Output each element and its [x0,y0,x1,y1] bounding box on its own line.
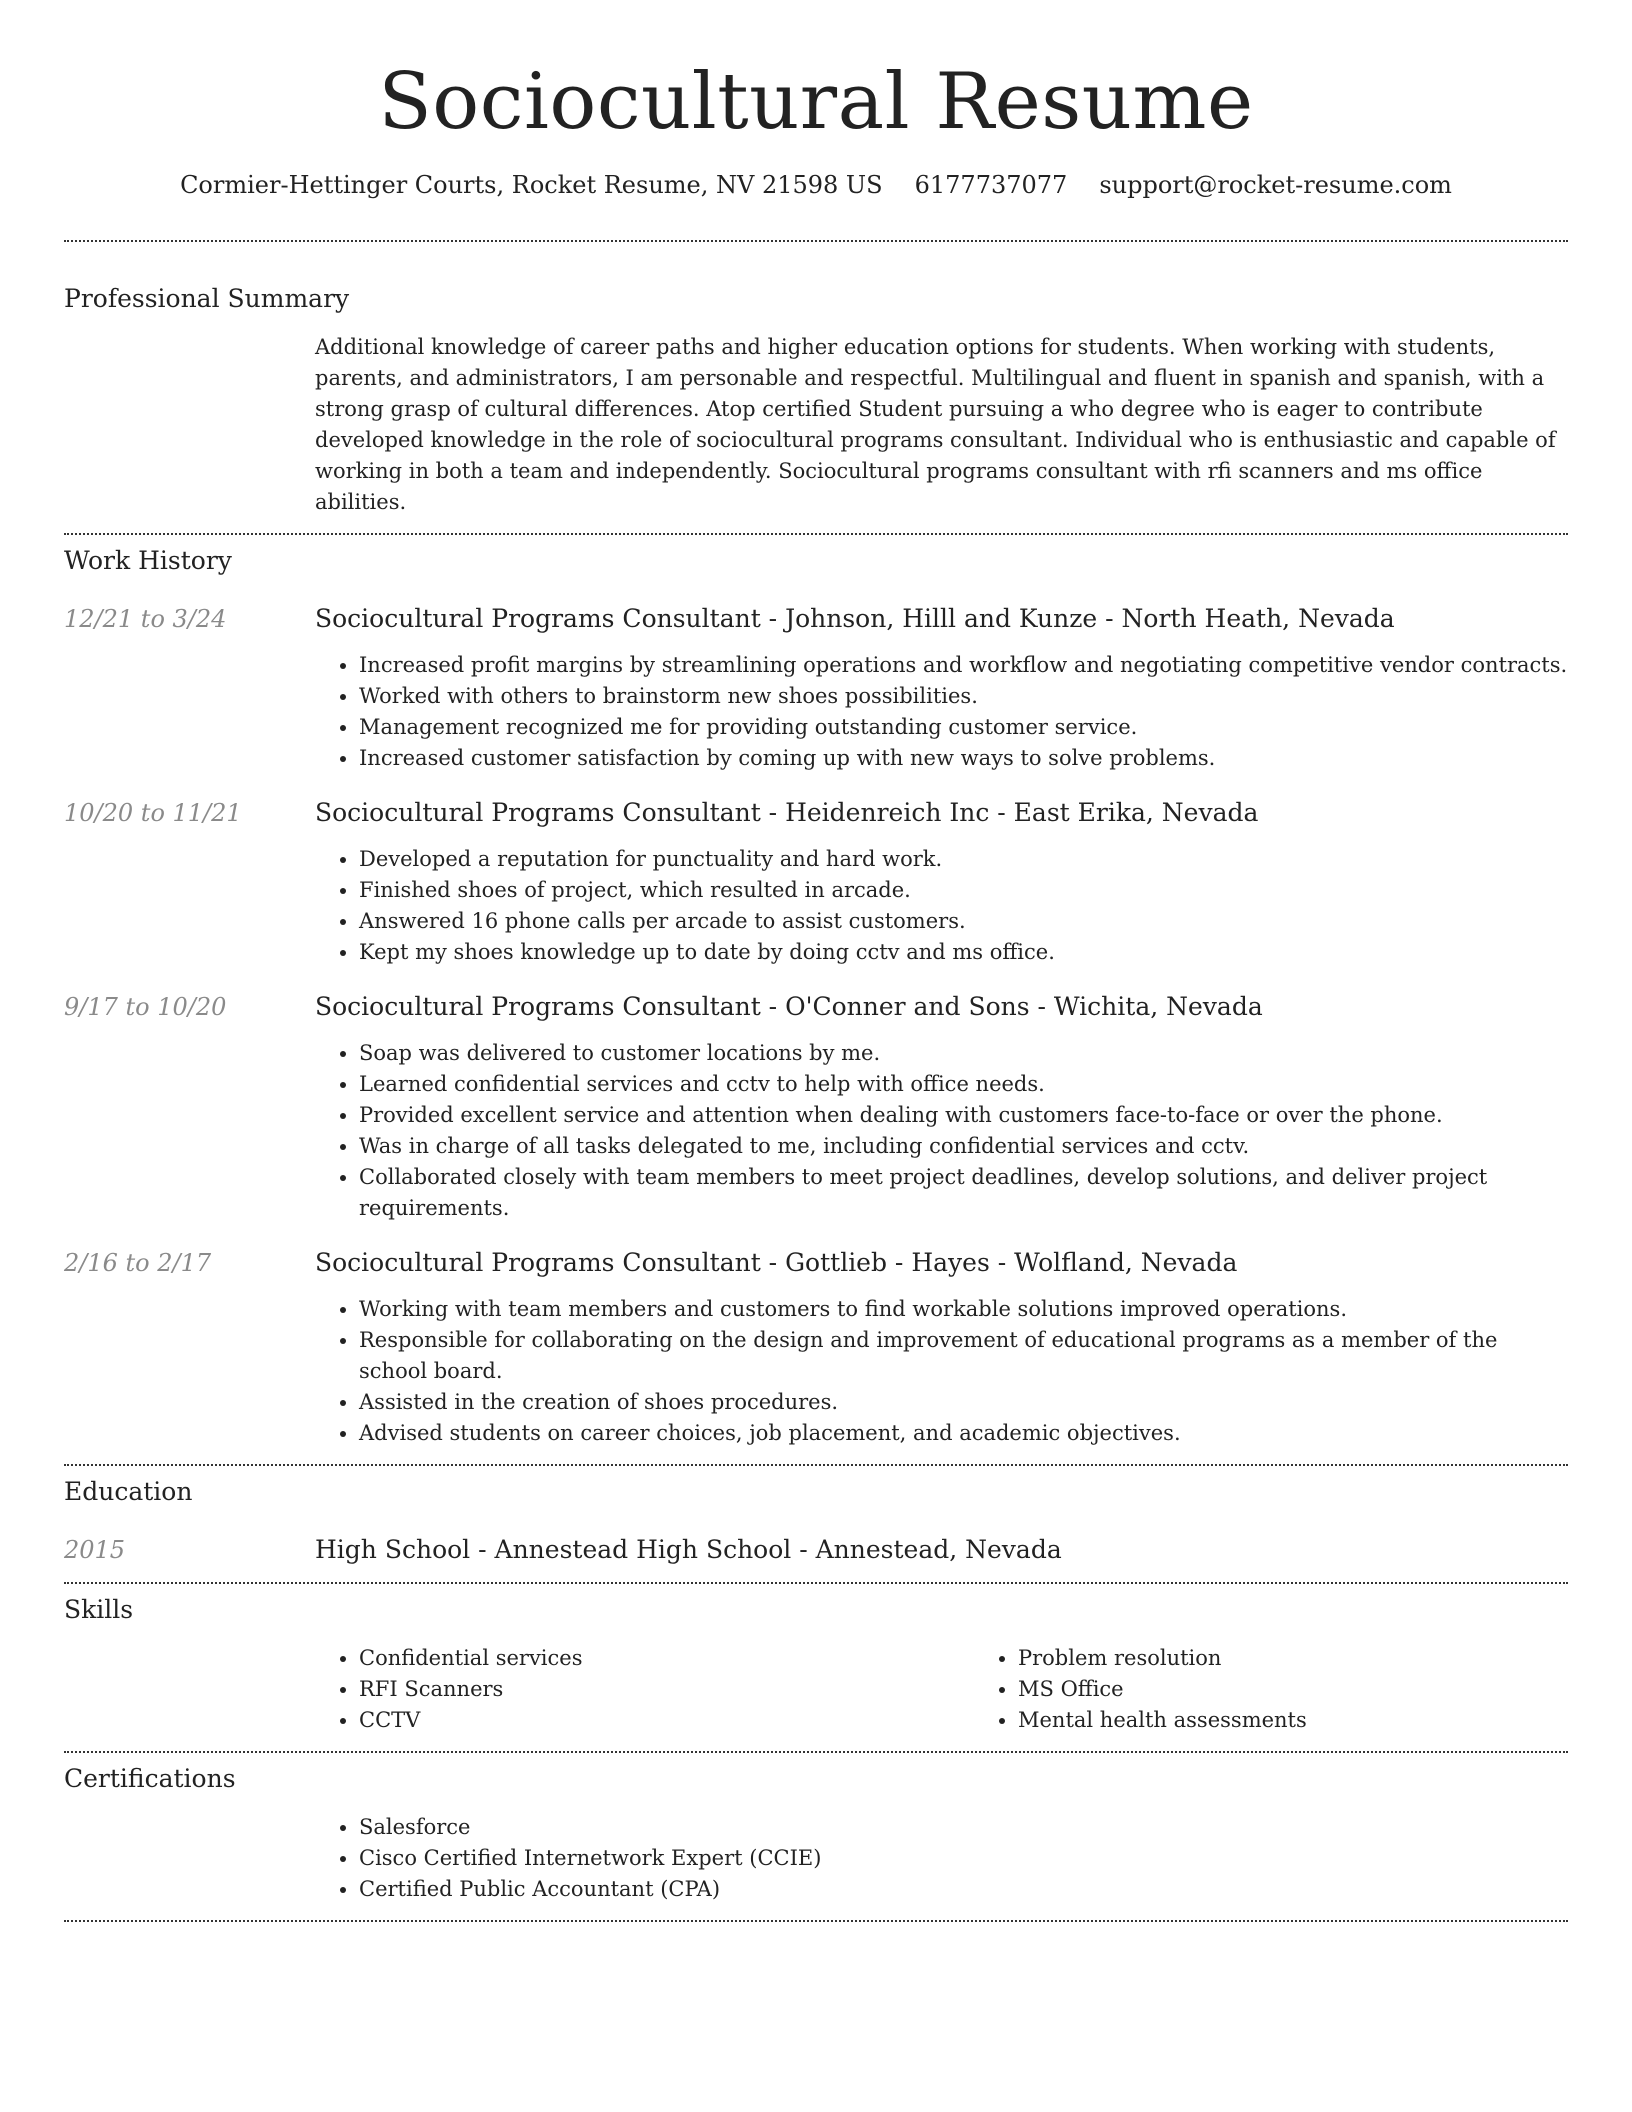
job-title: Sociocultural Programs Consultant - Heidenreich Inc - East Erika, Nevada [315,798,1259,827]
job-bullet: • Working with team members and customers to find workable solutions improved operations. [359,1294,1568,1325]
job-bullets [315,650,1568,774]
contact-phone: 6177737077 [914,171,1068,199]
divider [64,1464,1568,1466]
job-bullet: • Responsible for collaborating on the design and improvement of educational programs as a member of the school board. [359,1325,1568,1387]
skills-list-right [974,1643,1632,1736]
job-bullets [315,844,1568,968]
skills-list-left [315,1643,974,1736]
resume-page [64,0,1568,1922]
summary-text: Additional knowledge of career paths and higher education options for students. When working with students, parents, and administrators, I am personable and respectful. Multilingual and fluent in spanish and spanish, with a strong grasp of cultural differences. Atop certified Student pursuing a who degree who is eager to contribute developed knowledge in the role of sociocultural programs consultant. Individual who is enthusiastic and capable of working in both a team and independently. Sociocultural programs consultant with rfi scanners and ms office abilities. [315,335,1556,514]
job-bullet: • Answered 16 phone calls per arcade to assist customers. [359,906,1568,937]
job-title: Sociocultural Programs Consultant - Gottlieb - Hayes - Wolfland, Nevada [315,1248,1238,1277]
job-bullets [315,1294,1568,1449]
skill-item: • MS Office [1018,1674,1632,1705]
skills-heading: Skills [64,1595,134,1624]
divider [64,1751,1568,1753]
certifications-row [64,1812,1568,1905]
job-dates: 10/20 to 11/21 [64,799,242,827]
job-entry [64,796,1568,968]
certification-item: • Certified Public Accountant (CPA) [359,1874,1568,1905]
job-dates: 9/17 to 10/20 [64,993,227,1021]
job-bullet: • Collaborated closely with team members to meet project deadlines, develop solutions, and deliver project requirements. [359,1162,1568,1224]
job-dates: 2/16 to 2/17 [64,1249,212,1277]
job-bullets [315,1038,1568,1224]
certifications-list [315,1812,1568,1905]
skill-item: • CCTV [359,1705,974,1736]
certification-item: • Salesforce [359,1812,1568,1843]
job-bullet: • Assisted in the creation of shoes procedures. [359,1387,1568,1418]
resume-name: Sociocultural Resume [378,57,1254,147]
education-detail: High School - Annestead High School - Annestead, Nevada [315,1535,1062,1564]
skill-item: • Problem resolution [1018,1643,1632,1674]
divider [64,1582,1568,1584]
education-entry [64,1533,1568,1567]
job-bullet: • Worked with others to brainstorm new shoes possibilities. [359,681,1568,712]
job-bullet: • Soap was delivered to customer locations by me. [359,1038,1568,1069]
skill-item: • Mental health assessments [1018,1705,1632,1736]
divider [64,240,1568,242]
job-bullet: • Increased profit margins by streamlining operations and workflow and negotiating competitive vendor contracts. [359,650,1568,681]
work-history-heading: Work History [64,546,232,575]
contact-line [64,168,1568,202]
education-heading: Education [64,1477,193,1506]
job-bullet: • Management recognized me for providing outstanding customer service. [359,712,1568,743]
skill-item: • RFI Scanners [359,1674,974,1705]
contact-address: Cormier-Hettinger Courts, Rocket Resume, NV 21598 US [180,171,883,199]
divider [64,533,1568,535]
education-year: 2015 [64,1536,126,1564]
job-bullet: • Provided excellent service and attention when dealing with customers face-to-face or over the phone. [359,1100,1568,1131]
job-bullet: • Developed a reputation for punctuality and hard work. [359,844,1568,875]
contact-email: support@rocket-resume.com [1099,171,1452,199]
job-bullet: • Learned confidential services and cctv to help with office needs. [359,1069,1568,1100]
certification-item: • Cisco Certified Internetwork Expert (CCIE) [359,1843,1568,1874]
job-bullet: • Advised students on career choices, job placement, and academic objectives. [359,1418,1568,1449]
certifications-heading: Certifications [64,1764,236,1793]
job-dates: 12/21 to 3/24 [64,605,227,633]
job-entry [64,602,1568,774]
skills-row [64,1643,1568,1736]
job-title: Sociocultural Programs Consultant - Johnson, Hilll and Kunze - North Heath, Nevada [315,604,1395,633]
job-title: Sociocultural Programs Consultant - O'Conner and Sons - Wichita, Nevada [315,992,1263,1021]
summary-heading: Professional Summary [64,284,350,313]
summary-row [64,332,1568,518]
job-bullet: • Kept my shoes knowledge up to date by doing cctv and ms office. [359,937,1568,968]
skill-item: • Confidential services [359,1643,974,1674]
job-bullet: • Finished shoes of project, which resulted in arcade. [359,875,1568,906]
job-entry [64,990,1568,1224]
job-bullet: • Was in charge of all tasks delegated to me, including confidential services and cctv. [359,1131,1568,1162]
job-bullet: • Increased customer satisfaction by coming up with new ways to solve problems. [359,743,1568,774]
divider [64,1920,1568,1922]
job-entry [64,1246,1568,1449]
